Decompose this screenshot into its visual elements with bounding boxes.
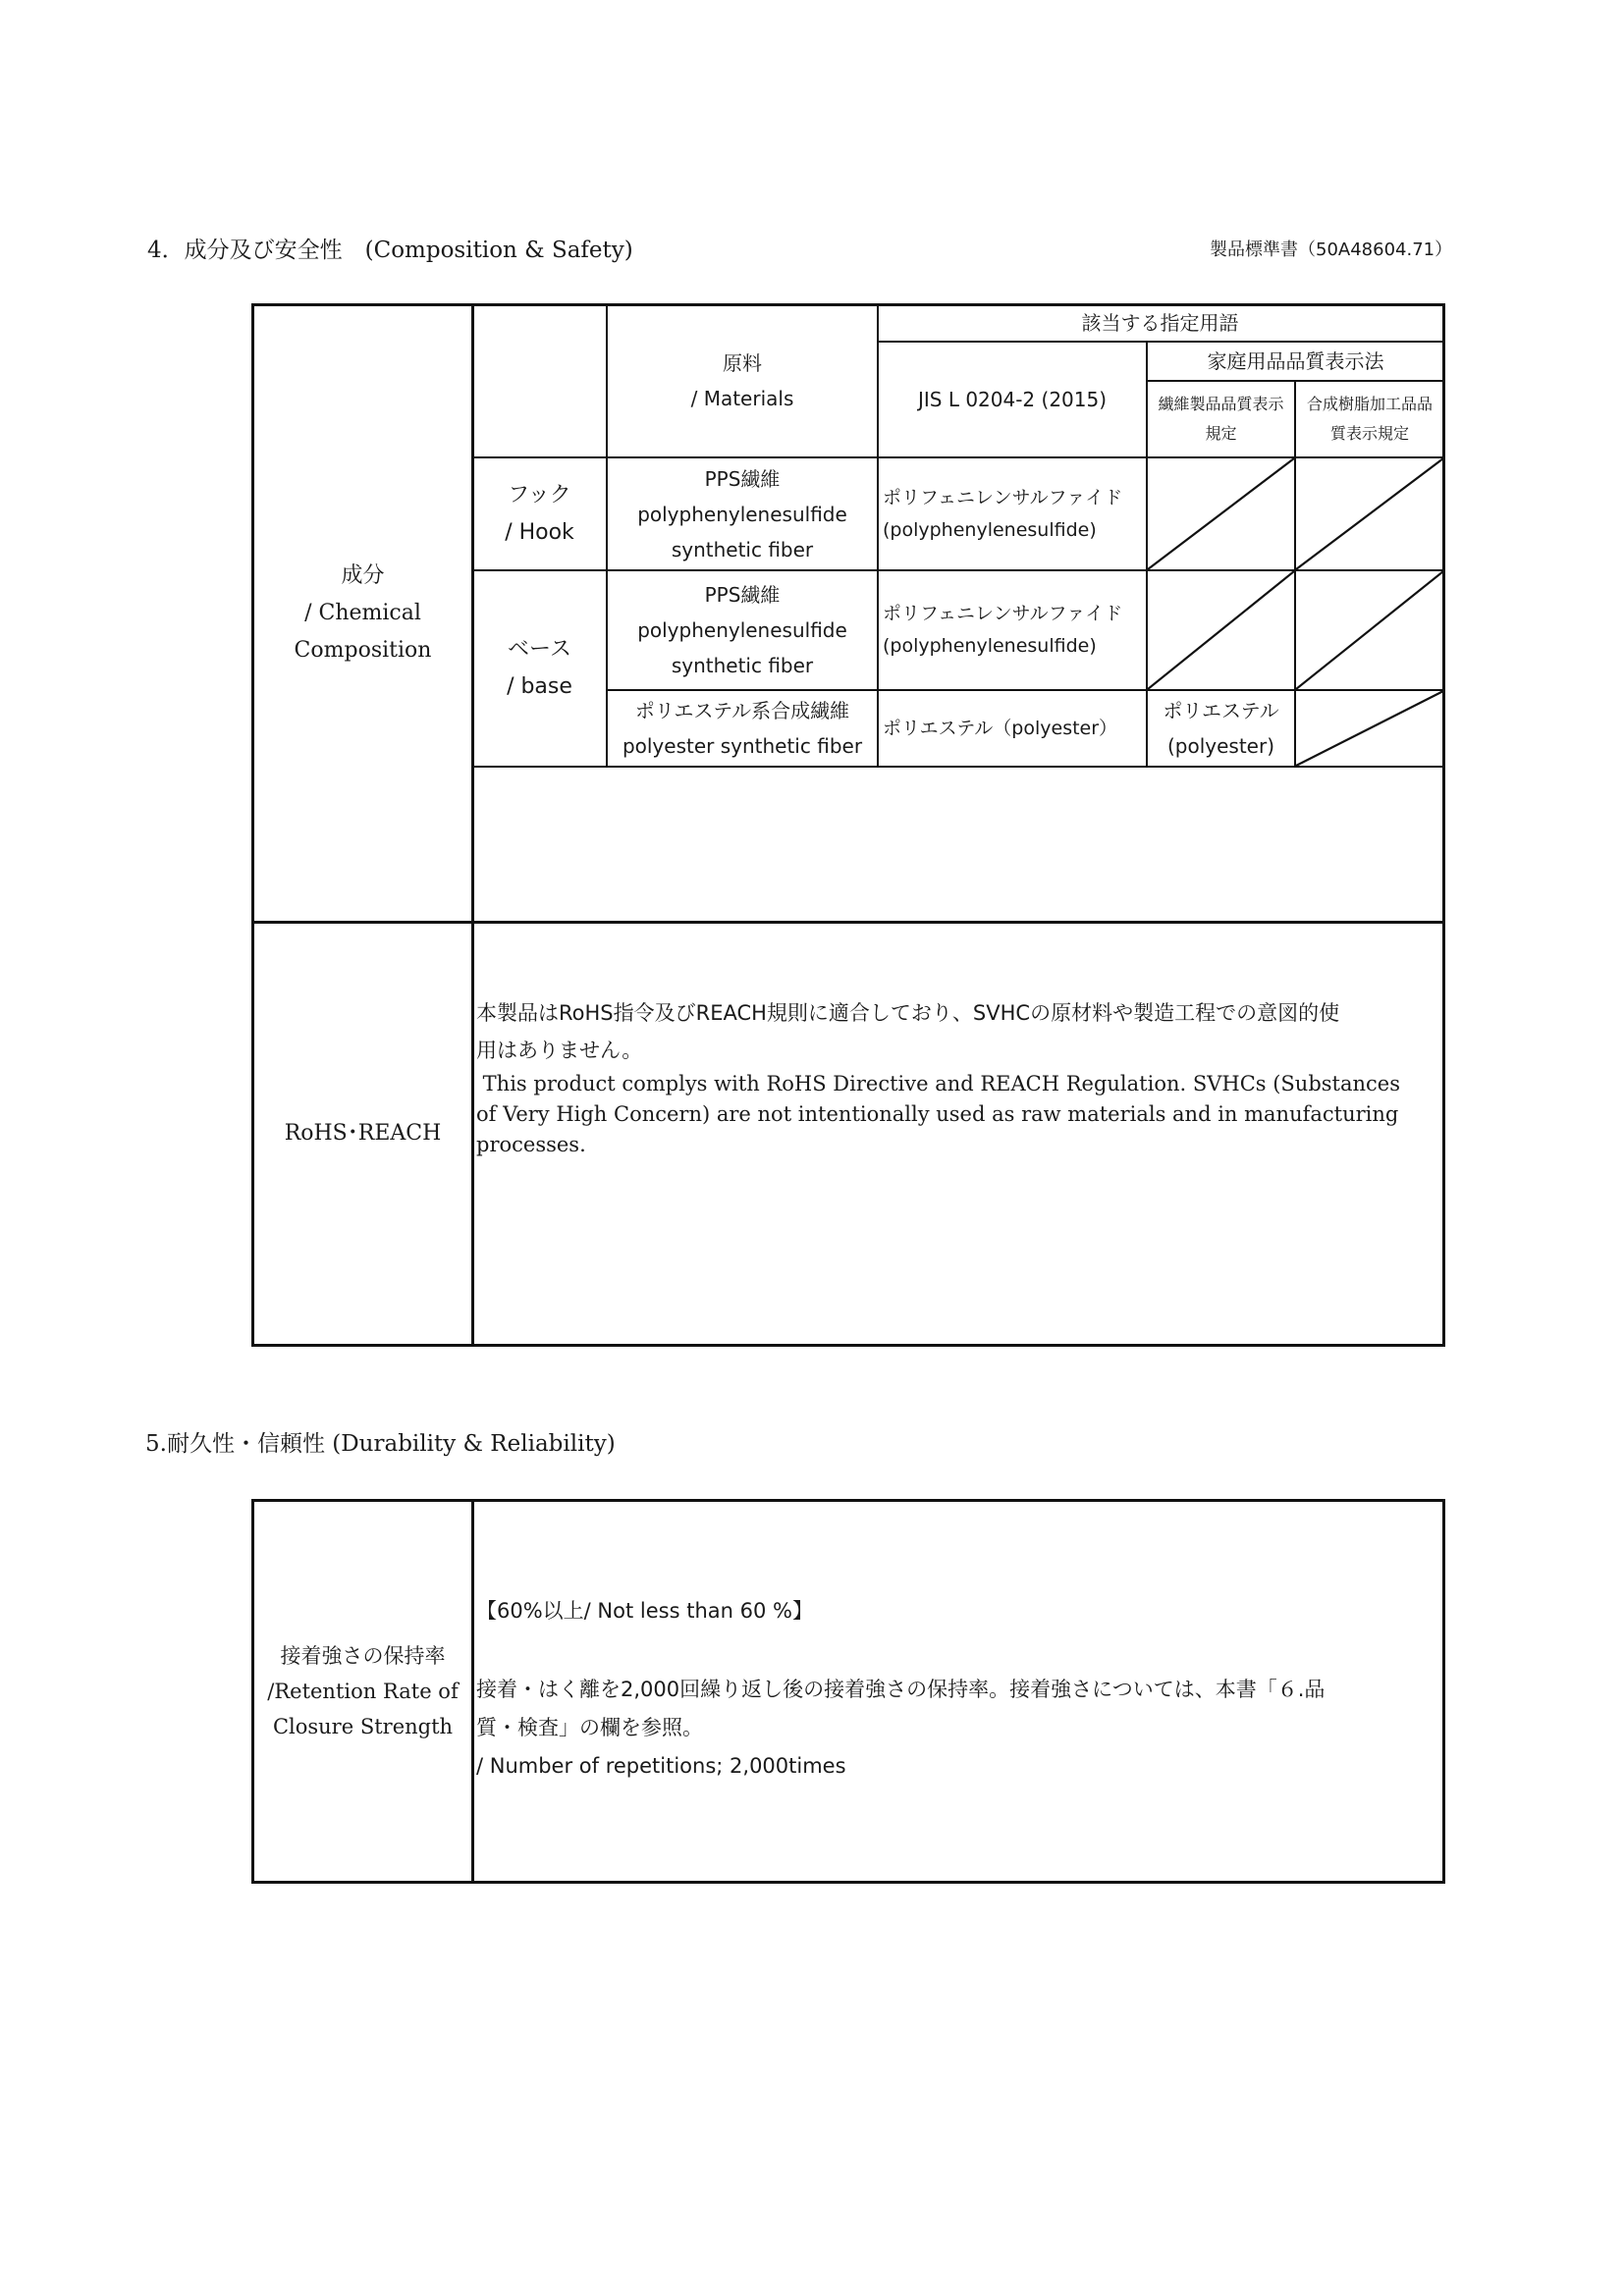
- retention-rate-label-en: /Retention Rate of: [267, 1680, 459, 1703]
- jis-term-cell: [883, 691, 1146, 766]
- hook-label: [473, 458, 606, 569]
- material-name-en: synthetic fiber: [671, 654, 814, 677]
- not-applicable-slash: [1296, 458, 1443, 569]
- jis-term-ja: ポリフェニレンサルファイド: [883, 603, 1123, 624]
- table-border-bottom: [251, 1344, 1445, 1347]
- base-label: [473, 571, 606, 766]
- material-name-en: polyester synthetic fiber: [622, 734, 863, 758]
- jis-term-cell: [883, 571, 1146, 689]
- not-applicable-slash: [1148, 571, 1294, 689]
- rohs-statement-en: This product complys with RoHS Directive and REACH Regulation. SVHCs (Substances: [476, 1072, 1401, 1095]
- jis-term: ポリエステル（polyester）: [883, 717, 1118, 739]
- material-name-ja: ポリエステル系合成繊維: [634, 699, 850, 722]
- resin-rule-label: 質表示規定: [1329, 424, 1409, 443]
- base-label-ja: ベース: [508, 637, 571, 662]
- composition-label-ja: 成分: [341, 563, 385, 588]
- rohs-label: [254, 924, 471, 1344]
- textile-rule-label: 規定: [1205, 424, 1237, 443]
- document-number: 製品標準書（50A48604.71）: [1210, 240, 1453, 260]
- rohs-label-text: RoHS･REACH: [284, 1121, 442, 1146]
- materials-label-ja: 原料: [723, 351, 762, 375]
- jis-term-en: (polyphenylenesulfide): [883, 635, 1097, 657]
- column-divider: [471, 1499, 474, 1884]
- materials-header: [608, 305, 877, 456]
- retention-criterion: 【60%以上/ Not less than 60 %】: [476, 1599, 813, 1623]
- rohs-statement-ja: 用はありません。: [476, 1039, 643, 1062]
- rohs-statement-ja: 本製品はRoHS指令及びREACH規則に適合しており、SVHCの原材料や製造工程での意図的使: [476, 1001, 1340, 1025]
- retention-description-ja: 質・検査」の欄を参照。: [476, 1716, 703, 1739]
- composition-label: [254, 306, 471, 921]
- composition-label-en: / Chemical: [304, 601, 421, 625]
- not-applicable-slash: [1296, 691, 1443, 766]
- material-name-en: polyphenylenesulfide: [637, 502, 847, 526]
- jis-header: [879, 343, 1146, 456]
- rohs-statement: [476, 994, 1440, 1160]
- retention-description-ja: 接着・はく離を2,000回繰り返し後の接着強さの保持率。接着強さについては、本書「６.品: [476, 1678, 1326, 1701]
- retention-rate-label: [254, 1502, 471, 1881]
- textile-rule-label: 繊維製品品質表示: [1158, 395, 1284, 413]
- jis-label: JIS L 0204-2 (2015): [917, 388, 1108, 411]
- textile-term-ja: ポリエステル: [1163, 699, 1279, 722]
- material-cell: [608, 458, 877, 569]
- hook-label-en: / Hook: [505, 519, 574, 545]
- rohs-statement-en: of Very High Concern) are not intentionally used as raw materials and in manufacturing: [476, 1102, 1399, 1126]
- base-label-en: / base: [507, 674, 572, 699]
- retention-description: [476, 1671, 1440, 1786]
- retention-rate-label-ja: 接着強さの保持率: [280, 1644, 446, 1668]
- material-name-ja: PPS繊維: [704, 583, 781, 607]
- jis-term-cell: [883, 458, 1146, 569]
- section-4-heading: 4．成分及び安全性 (Composition & Safety): [147, 238, 633, 263]
- materials-label-en: / Materials: [690, 387, 794, 410]
- table-border-bottom: [251, 1881, 1445, 1884]
- textile-rule-header: [1148, 382, 1294, 456]
- material-name-ja: PPS繊維: [704, 466, 781, 491]
- material-cell: [608, 691, 877, 766]
- household-act-label: 家庭用品品質表示法: [1207, 349, 1384, 373]
- table-border-right: [1442, 1499, 1445, 1884]
- jis-term-en: (polyphenylenesulfide): [883, 518, 1097, 541]
- designated-terms-header: [877, 303, 1443, 342]
- textile-term-cell: [1148, 691, 1294, 766]
- hook-label-ja: フック: [508, 482, 571, 507]
- designated-terms-label: 該当する指定用語: [1081, 310, 1239, 335]
- material-name-en: synthetic fiber: [671, 537, 814, 561]
- resin-rule-label: 合成樹脂加工品品: [1306, 395, 1433, 413]
- not-applicable-slash: [1296, 571, 1443, 689]
- textile-term-en: (polyester): [1166, 734, 1275, 758]
- composition-label-en: Composition: [294, 638, 432, 663]
- retention-description-en: / Number of repetitions; 2,000times: [476, 1754, 846, 1778]
- household-act-header: [1148, 343, 1443, 380]
- jis-term-ja: ポリフェニレンサルファイド: [883, 486, 1123, 508]
- grid-line: [472, 766, 1443, 768]
- retention-rate-label-en: Closure Strength: [272, 1715, 454, 1738]
- material-name-en: polyphenylenesulfide: [637, 618, 847, 642]
- section-5-heading: 5.耐久性・信頼性 (Durability & Reliability): [145, 1431, 616, 1457]
- material-cell: [608, 571, 877, 689]
- resin-rule-header: [1296, 382, 1443, 456]
- not-applicable-slash: [1148, 458, 1294, 569]
- rohs-statement-en: processes.: [476, 1133, 586, 1156]
